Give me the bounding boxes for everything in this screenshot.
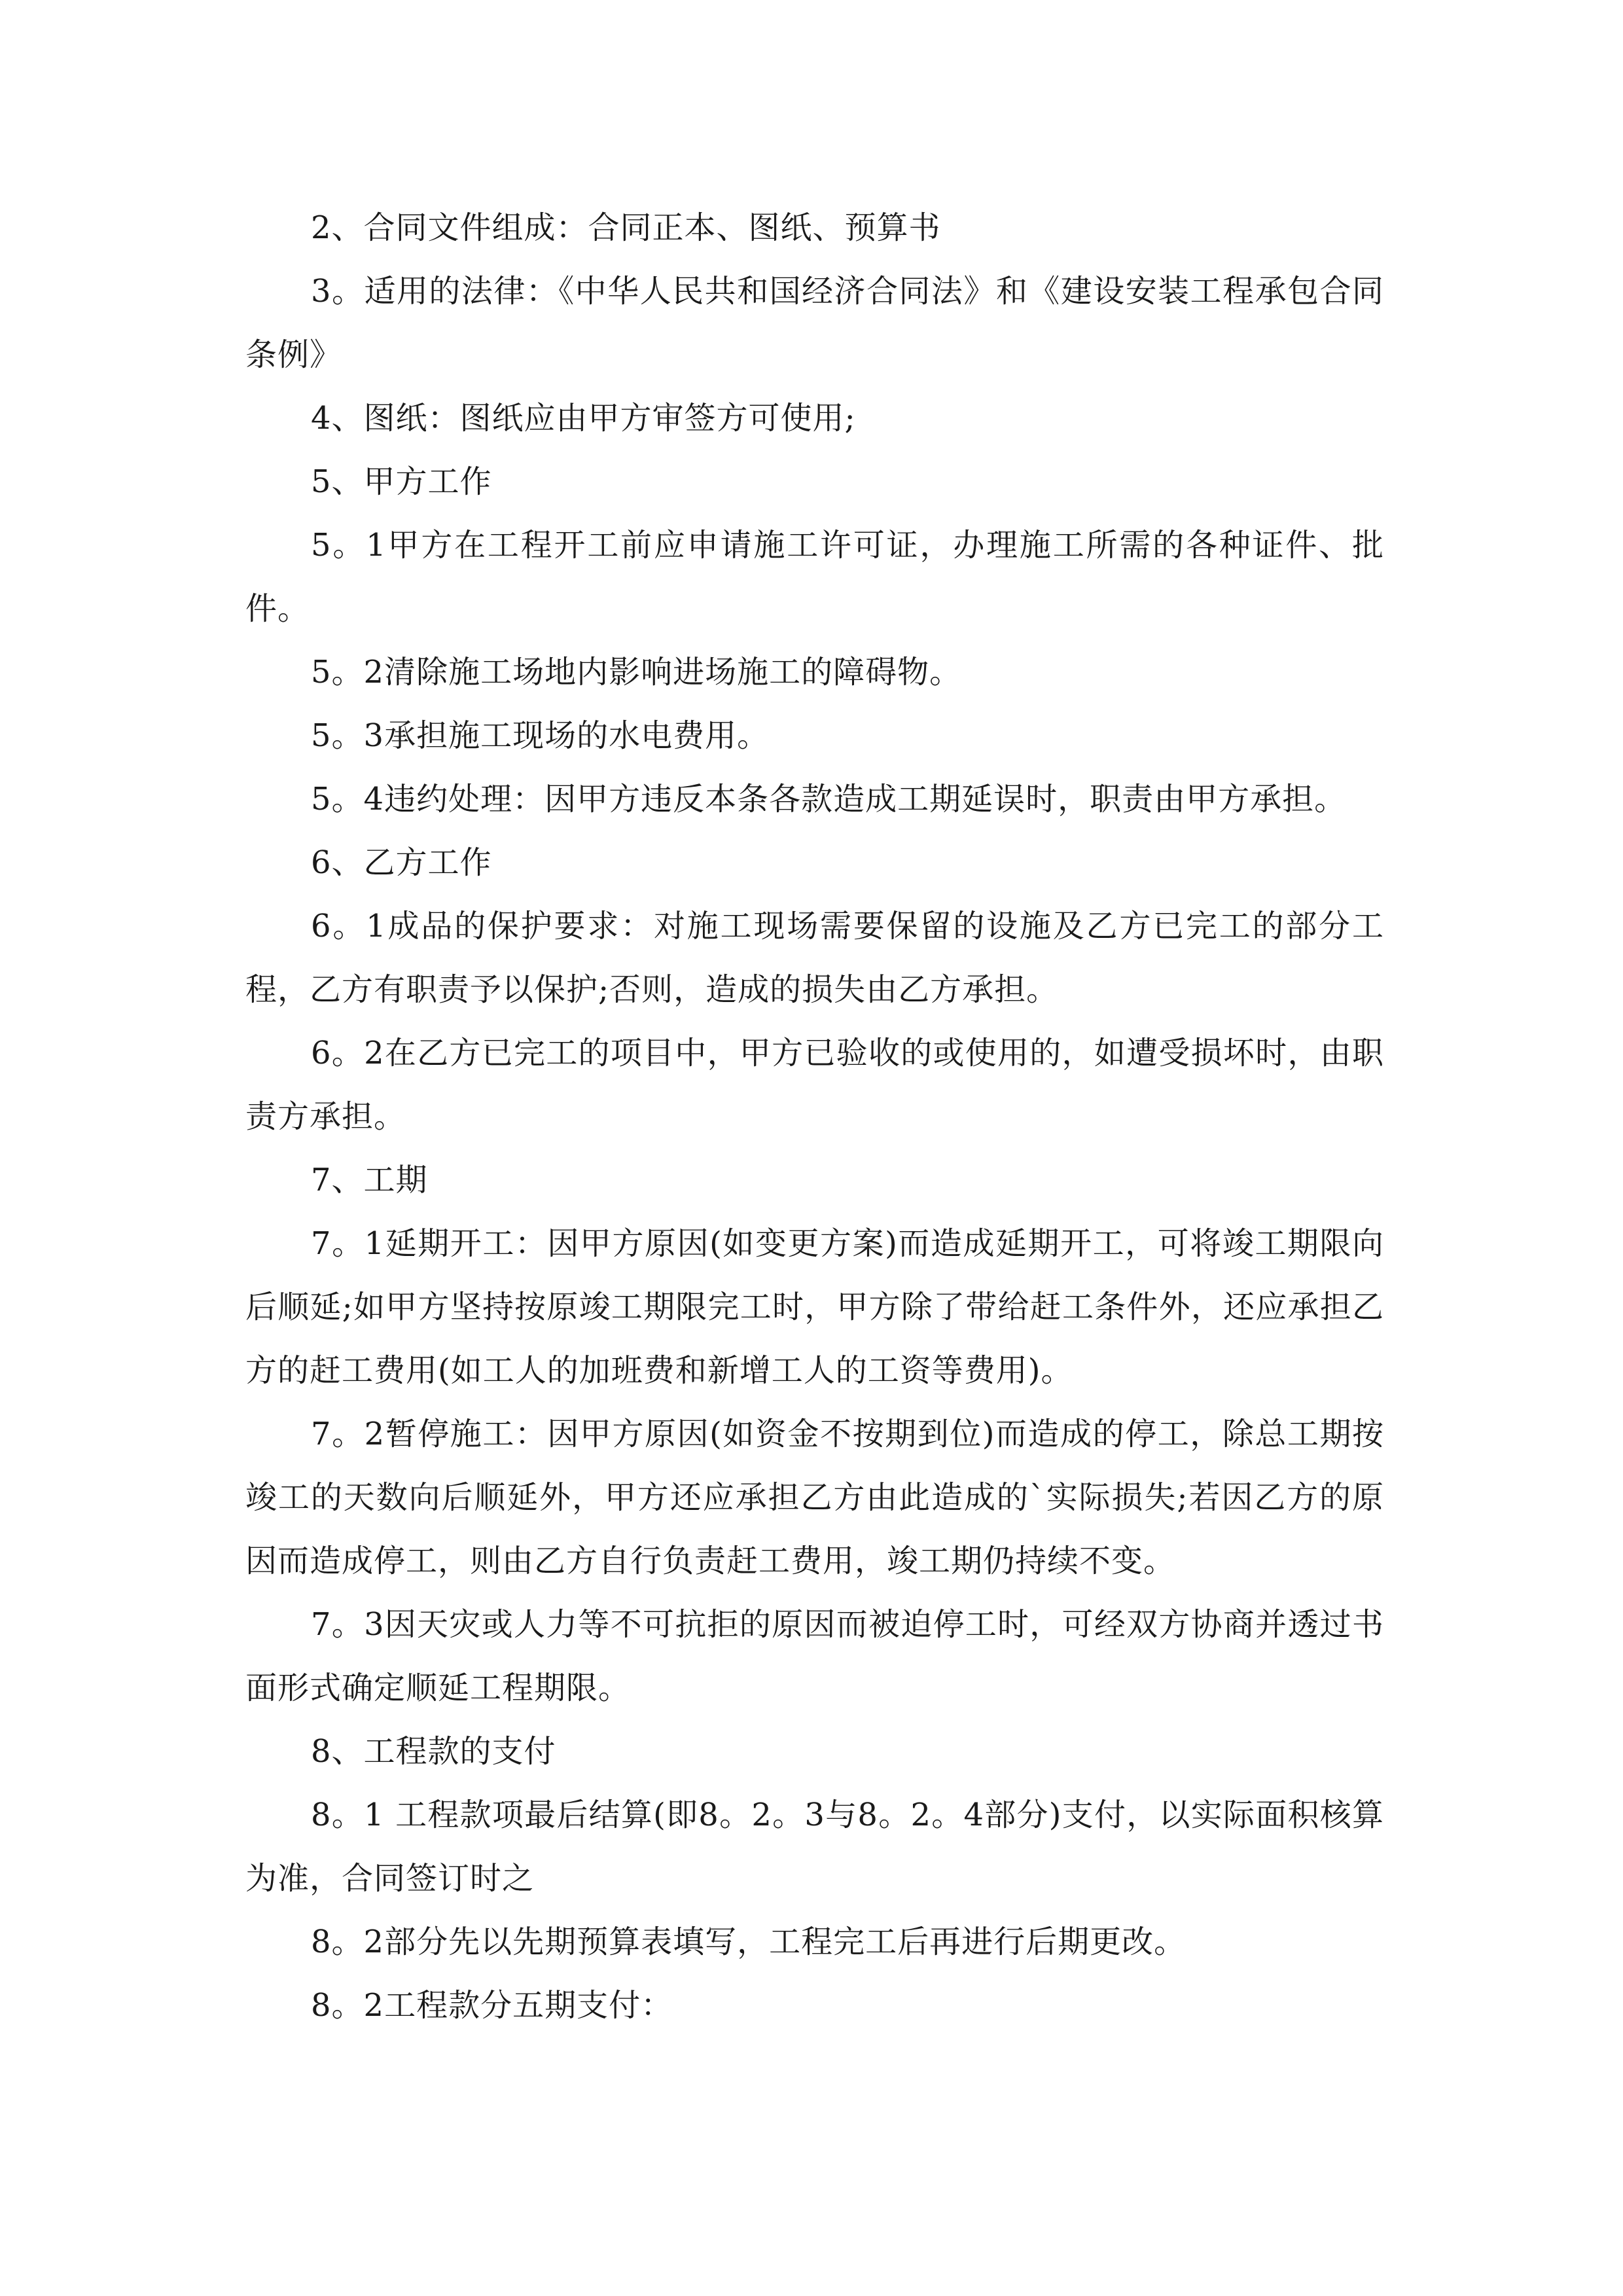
clause-4-drawings: 4、图纸：图纸应由甲方审签方可使用;: [311, 400, 856, 437]
clause-6-1: 6。1成品的保护要求：对施工现场需要保留的设施及乙方已完工的部分工程，乙方有职责予以保护;否则，造成的损失由乙方承担。: [245, 908, 1384, 1008]
clause-2-documents: 2、合同文件组成：合同正本、图纸、预算书: [311, 209, 941, 246]
clause-7-2: 7。2暂停施工：因甲方原因(如资金不按期到位)而造成的停工，除总工期按竣工的天数向后顺延外，甲方还应承担乙方由此造成的`实际损失;若因乙方的原因而造成停工，则由乙方自行负责赶工费用，竣工期仍持续不变。: [245, 1416, 1384, 1579]
clause-5-heading: 5、甲方工作: [311, 463, 492, 500]
clause-6-2: 6。2在乙方已完工的项目中，甲方已验收的或使用的，如遭受损坏时，由职责方承担。: [245, 1035, 1384, 1135]
clause-8-1: 8。1 工程款项最后结算(即8。2。3与8。2。4部分)支付，以实际面积核算为准，合同签订时之: [245, 1797, 1384, 1897]
clause-5-2: 5。2清除施工场地内影响进场施工的障碍物。: [311, 654, 962, 691]
clause-7-heading: 7、工期: [311, 1162, 428, 1198]
clause-8-2-installments: 8。2工程款分五期支付：: [311, 1987, 673, 2024]
clause-7-1: 7。1延期开工：因甲方原因(如变更方案)而造成延期开工，可将竣工期限向后顺延;如甲方坚持按原竣工期限完工时，甲方除了带给赶工条件外，还应承担乙方的赶工费用(如工人的加班费和新增工人的工资等费用)。: [245, 1225, 1384, 1389]
clause-5-1: 5。1甲方在工程开工前应申请施工许可证，办理施工所需的各种证件、批件。: [245, 527, 1384, 627]
clause-5-4: 5。4违约处理：因甲方违反本条各款造成工期延误时，职责由甲方承担。: [311, 781, 1347, 817]
clause-8-2-note: 8。2部分先以先期预算表填写，工程完工后再进行后期更改。: [311, 1924, 1186, 1960]
contract-body: [245, 196, 1384, 2037]
clause-8-heading: 8、工程款的支付: [311, 1733, 556, 1770]
clause-3-applicable-law: 3。适用的法律：《中华人民共和国经济合同法》和《建设安装工程承包合同条例》: [245, 273, 1384, 373]
clause-5-3: 5。3承担施工现场的水电费用。: [311, 717, 770, 754]
clause-6-heading: 6、乙方工作: [311, 844, 492, 881]
clause-7-3: 7。3因天灾或人力等不可抗拒的原因而被迫停工时，可经双方协商并透过书面形式确定顺延工程期限。: [245, 1606, 1384, 1706]
